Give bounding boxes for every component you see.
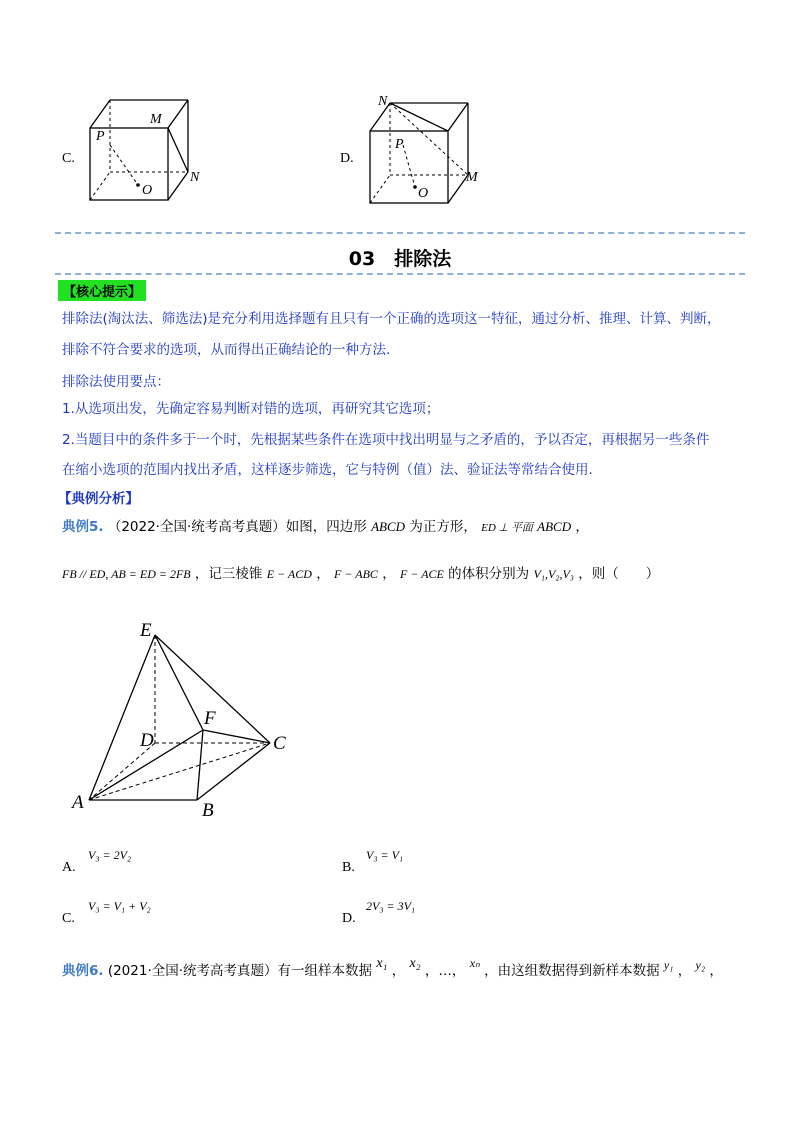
vertex-f: F	[204, 708, 216, 729]
example5-ed-perp: ED ⊥ 平面	[481, 522, 533, 534]
example6-c3: ，	[677, 963, 692, 979]
section-divider-top	[55, 232, 745, 234]
label-p-c: P	[96, 129, 105, 144]
example6-c2: ，…，	[424, 963, 466, 979]
option-b-formula: V₃ = V₁	[366, 848, 404, 862]
intro-line-2: 排除不符合要求的选项，从而得出正确结论的一种方法.	[62, 342, 391, 358]
points-title: 排除法使用要点：	[62, 374, 170, 390]
example5-label: 典例5.	[62, 519, 104, 535]
example-analysis-tag: 【典例分析】	[58, 491, 139, 507]
label-n-c: N	[190, 170, 200, 185]
example5-text-2: ，记三棱锥	[194, 566, 263, 582]
example6-c1: ，	[391, 963, 406, 979]
intro-line-1: 排除法(淘汰法、筛选法)是充分利用选择题有且只有一个正确的选项这一特征，通过分析、推理、计算、判断，	[62, 311, 721, 327]
label-m-d: M	[466, 170, 478, 185]
example5-sep-2: ，	[382, 566, 396, 582]
label-o-c: O	[142, 183, 153, 198]
option-c-formula: V₃ = V₁ + V₂	[88, 899, 151, 913]
section-divider-bottom	[55, 273, 745, 275]
label-m-c: M	[150, 112, 162, 127]
point-2-line-2: 在缩小选项的范围内找出矛盾，这样逐步筛选，它与特例（值）法、验证法等常结合使用.	[62, 462, 593, 478]
example6-line-1	[62, 956, 723, 980]
pyramid-figure	[75, 620, 305, 820]
example5-condition: FB // ED, AB = ED = 2FB	[62, 567, 191, 581]
example5-line-2	[62, 562, 659, 582]
example5-volumes: V₁,V₂,V₃	[533, 567, 574, 581]
example5-is-square: 为正方形，	[409, 519, 477, 535]
example6-c4: ，	[709, 963, 723, 979]
core-hint-tag: 【核心提示】	[58, 280, 146, 301]
option-a-label: A.	[62, 860, 76, 875]
example5-sep-1: ，	[316, 566, 330, 582]
vertex-e: E	[140, 620, 152, 641]
example6-xn: xₙ	[469, 956, 480, 970]
example6-text: ，由这组数据得到新样本数据	[484, 963, 660, 979]
point-1: 1.从选项出发，先确定容易判断对错的选项，再研究其它选项；	[62, 401, 440, 417]
option-a-formula: V₃ = 2V₂	[88, 848, 132, 862]
label-p-d: P	[395, 137, 404, 152]
option-c-label: C.	[62, 151, 75, 166]
example5-source: （2022·全国·统考高考真题）如图，四边形	[107, 519, 367, 535]
example5-comma: ，	[575, 519, 589, 535]
example5-text-3: 的体积分别为	[448, 566, 530, 582]
example5-abcd: ABCD	[371, 519, 406, 534]
example5-text-4: ，则（ ）	[578, 566, 660, 582]
example6-label: 典例6.	[62, 963, 104, 979]
section-title: 03 排除法	[348, 248, 452, 270]
example5-tetra-1: E − ACD	[266, 567, 312, 581]
point-2-line-1: 2.当题目中的条件多于一个时，先根据某些条件在选项中找出明显与之矛盾的，予以否定，再根据另一些条件	[62, 432, 710, 448]
option-d-formula: 2V₃ = 3V₁	[366, 899, 416, 913]
example5-line-1	[62, 515, 589, 535]
vertex-c: C	[273, 733, 286, 754]
option-d-label: D.	[340, 151, 354, 166]
option-c-label-ex5: C.	[62, 911, 75, 926]
label-o-d: O	[418, 186, 429, 201]
example6-y1: y₁	[663, 958, 674, 972]
example5-tetra-3: F − ACE	[400, 567, 444, 581]
example6-x2: x₂	[409, 956, 421, 971]
vertex-b: B	[202, 800, 214, 821]
example5-tetra-2: F − ABC	[334, 567, 378, 581]
example6-x1: x₁	[376, 956, 388, 971]
example6-y2: y₂	[695, 958, 706, 972]
vertex-a: A	[72, 792, 84, 813]
label-n-d: N	[378, 94, 388, 109]
option-d-label-ex5: D.	[342, 911, 356, 926]
vertex-d: D	[140, 730, 154, 751]
example6-source: (2021·全国·统考高考真题）有一组样本数据	[107, 963, 373, 979]
example5-abcd-2: ABCD	[537, 519, 572, 534]
option-b-label: B.	[342, 860, 355, 875]
